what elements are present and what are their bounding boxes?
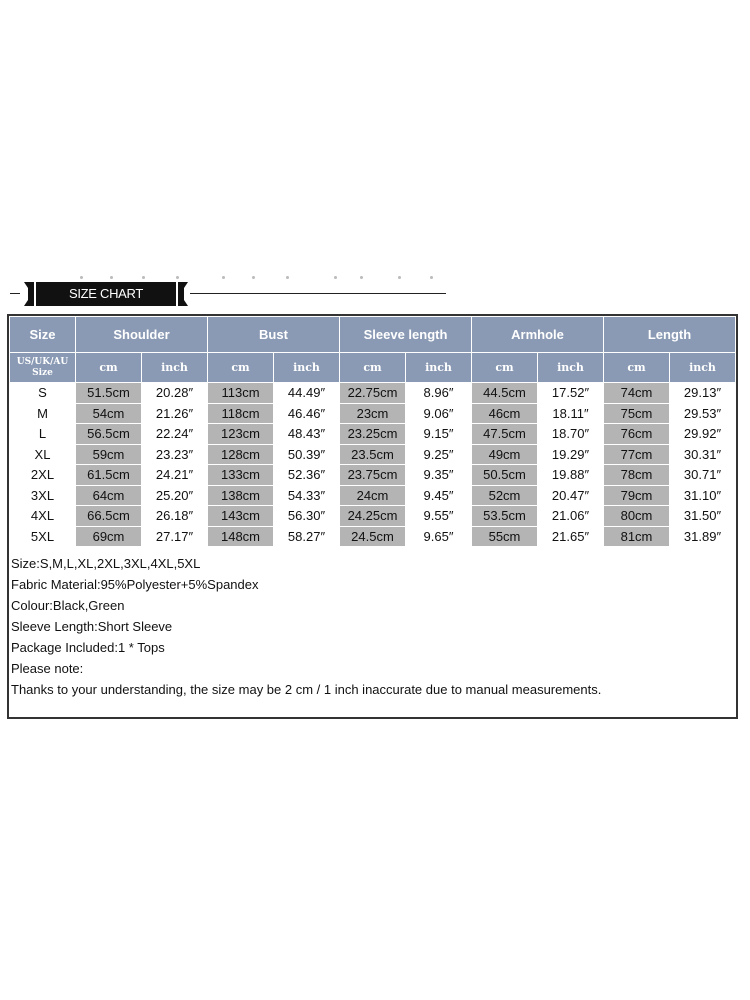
value-cell: 50.39″	[274, 445, 339, 465]
table-row	[10, 404, 735, 424]
size-cell: 4XL	[10, 506, 75, 526]
unit-cell: inch	[274, 353, 339, 382]
value-cell: 31.50″	[670, 506, 735, 526]
table-row	[10, 383, 735, 403]
value-cell: 80cm	[604, 506, 669, 526]
table-unit-header	[10, 353, 735, 382]
value-cell: 55cm	[472, 527, 537, 547]
value-cell: 24.25cm	[340, 506, 405, 526]
table-body	[10, 383, 735, 546]
value-cell: 23cm	[340, 404, 405, 424]
table-row	[10, 506, 735, 526]
value-cell: 31.10″	[670, 486, 735, 506]
value-cell: 52.36″	[274, 465, 339, 485]
value-cell: 19.88″	[538, 465, 603, 485]
size-cell: 3XL	[10, 486, 75, 506]
value-cell: 24cm	[340, 486, 405, 506]
value-cell: 48.43″	[274, 424, 339, 444]
header-sleeve-length: Sleeve length	[340, 317, 471, 352]
value-cell: 31.89″	[670, 527, 735, 547]
unit-cell: cm	[76, 353, 141, 382]
value-cell: 9.06″	[406, 404, 471, 424]
value-cell: 53.5cm	[472, 506, 537, 526]
size-region-label	[10, 353, 75, 382]
size-chart-title: SIZE CHART	[68, 286, 144, 301]
value-cell: 118cm	[208, 404, 273, 424]
value-cell: 66.5cm	[76, 506, 141, 526]
value-cell: 123cm	[208, 424, 273, 444]
value-cell: 26.18″	[142, 506, 207, 526]
value-cell: 22.75cm	[340, 383, 405, 403]
size-region-line1: US/UK/AU	[16, 356, 69, 367]
value-cell: 77cm	[604, 445, 669, 465]
value-cell: 56.5cm	[76, 424, 141, 444]
value-cell: 81cm	[604, 527, 669, 547]
value-cell: 23.25cm	[340, 424, 405, 444]
header-size: Size	[10, 317, 75, 352]
value-cell: 56.30″	[274, 506, 339, 526]
value-cell: 133cm	[208, 465, 273, 485]
value-cell: 23.75cm	[340, 465, 405, 485]
value-cell: 44.5cm	[472, 383, 537, 403]
value-cell: 54.33″	[274, 486, 339, 506]
product-notes	[11, 553, 731, 700]
value-cell: 44.49″	[274, 383, 339, 403]
value-cell: 23.5cm	[340, 445, 405, 465]
table-row	[10, 424, 735, 444]
value-cell: 29.53″	[670, 404, 735, 424]
size-cell: M	[10, 404, 75, 424]
value-cell: 20.47″	[538, 486, 603, 506]
value-cell: 59cm	[76, 445, 141, 465]
value-cell: 23.23″	[142, 445, 207, 465]
value-cell: 9.45″	[406, 486, 471, 506]
value-cell: 113cm	[208, 383, 273, 403]
value-cell: 25.20″	[142, 486, 207, 506]
value-cell: 8.96″	[406, 383, 471, 403]
value-cell: 75cm	[604, 404, 669, 424]
note-please: Please note:	[11, 661, 84, 676]
value-cell: 51.5cm	[76, 383, 141, 403]
value-cell: 18.11″	[538, 404, 603, 424]
value-cell: 46.46″	[274, 404, 339, 424]
value-cell: 58.27″	[274, 527, 339, 547]
table-group-header	[10, 317, 735, 352]
table-row	[10, 465, 735, 485]
header-armhole: Armhole	[472, 317, 603, 352]
value-cell: 46cm	[472, 404, 537, 424]
value-cell: 74cm	[604, 383, 669, 403]
value-cell: 61.5cm	[76, 465, 141, 485]
value-cell: 21.65″	[538, 527, 603, 547]
value-cell: 18.70″	[538, 424, 603, 444]
note-sizes: Size:S,M,L,XL,2XL,3XL,4XL,5XL	[11, 556, 201, 571]
unit-cell: cm	[340, 353, 405, 382]
value-cell: 9.25″	[406, 445, 471, 465]
size-cell: S	[10, 383, 75, 403]
size-chart-table	[9, 316, 736, 547]
unit-cell: cm	[472, 353, 537, 382]
value-cell: 17.52″	[538, 383, 603, 403]
header-length: Length	[604, 317, 735, 352]
value-cell: 19.29″	[538, 445, 603, 465]
unit-cell: cm	[208, 353, 273, 382]
value-cell: 52cm	[472, 486, 537, 506]
value-cell: 29.92″	[670, 424, 735, 444]
value-cell: 29.13″	[670, 383, 735, 403]
size-region-line2: Size	[32, 367, 53, 378]
value-cell: 54cm	[76, 404, 141, 424]
header-shoulder: Shoulder	[76, 317, 207, 352]
unit-cell: inch	[142, 353, 207, 382]
size-cell: L	[10, 424, 75, 444]
note-sleeve: Sleeve Length:Short Sleeve	[11, 619, 173, 634]
value-cell: 21.26″	[142, 404, 207, 424]
value-cell: 49cm	[472, 445, 537, 465]
value-cell: 21.06″	[538, 506, 603, 526]
value-cell: 50.5cm	[472, 465, 537, 485]
table-row	[10, 445, 735, 465]
value-cell: 143cm	[208, 506, 273, 526]
size-cell: 5XL	[10, 527, 75, 547]
value-cell: 148cm	[208, 527, 273, 547]
header-bust: Bust	[208, 317, 339, 352]
size-chart-ribbon	[24, 282, 188, 306]
banner-dots	[80, 276, 440, 280]
value-cell: 30.31″	[670, 445, 735, 465]
value-cell: 24.5cm	[340, 527, 405, 547]
banner-rule	[190, 293, 446, 294]
value-cell: 9.15″	[406, 424, 471, 444]
table-row	[10, 486, 735, 506]
value-cell: 76cm	[604, 424, 669, 444]
table-row	[10, 527, 735, 547]
value-cell: 47.5cm	[472, 424, 537, 444]
value-cell: 27.17″	[142, 527, 207, 547]
unit-cell: inch	[538, 353, 603, 382]
value-cell: 30.71″	[670, 465, 735, 485]
note-disclaimer: Thanks to your understanding, the size may be 2 cm / 1 inch inaccurate due to manual measurements.	[11, 682, 602, 697]
value-cell: 78cm	[604, 465, 669, 485]
note-colour: Colour:Black,Green	[11, 598, 125, 613]
unit-cell: inch	[406, 353, 471, 382]
value-cell: 69cm	[76, 527, 141, 547]
value-cell: 128cm	[208, 445, 273, 465]
unit-cell: inch	[670, 353, 735, 382]
value-cell: 20.28″	[142, 383, 207, 403]
unit-cell: cm	[604, 353, 669, 382]
size-cell: XL	[10, 445, 75, 465]
value-cell: 138cm	[208, 486, 273, 506]
value-cell: 9.55″	[406, 506, 471, 526]
value-cell: 22.24″	[142, 424, 207, 444]
size-cell: 2XL	[10, 465, 75, 485]
note-fabric: Fabric Material:95%Polyester+5%Spandex	[11, 577, 259, 592]
note-package: Package Included:1 * Tops	[11, 640, 165, 655]
banner-dash	[10, 293, 20, 294]
value-cell: 24.21″	[142, 465, 207, 485]
value-cell: 9.65″	[406, 527, 471, 547]
value-cell: 79cm	[604, 486, 669, 506]
value-cell: 9.35″	[406, 465, 471, 485]
size-chart-banner	[0, 270, 750, 316]
value-cell: 64cm	[76, 486, 141, 506]
